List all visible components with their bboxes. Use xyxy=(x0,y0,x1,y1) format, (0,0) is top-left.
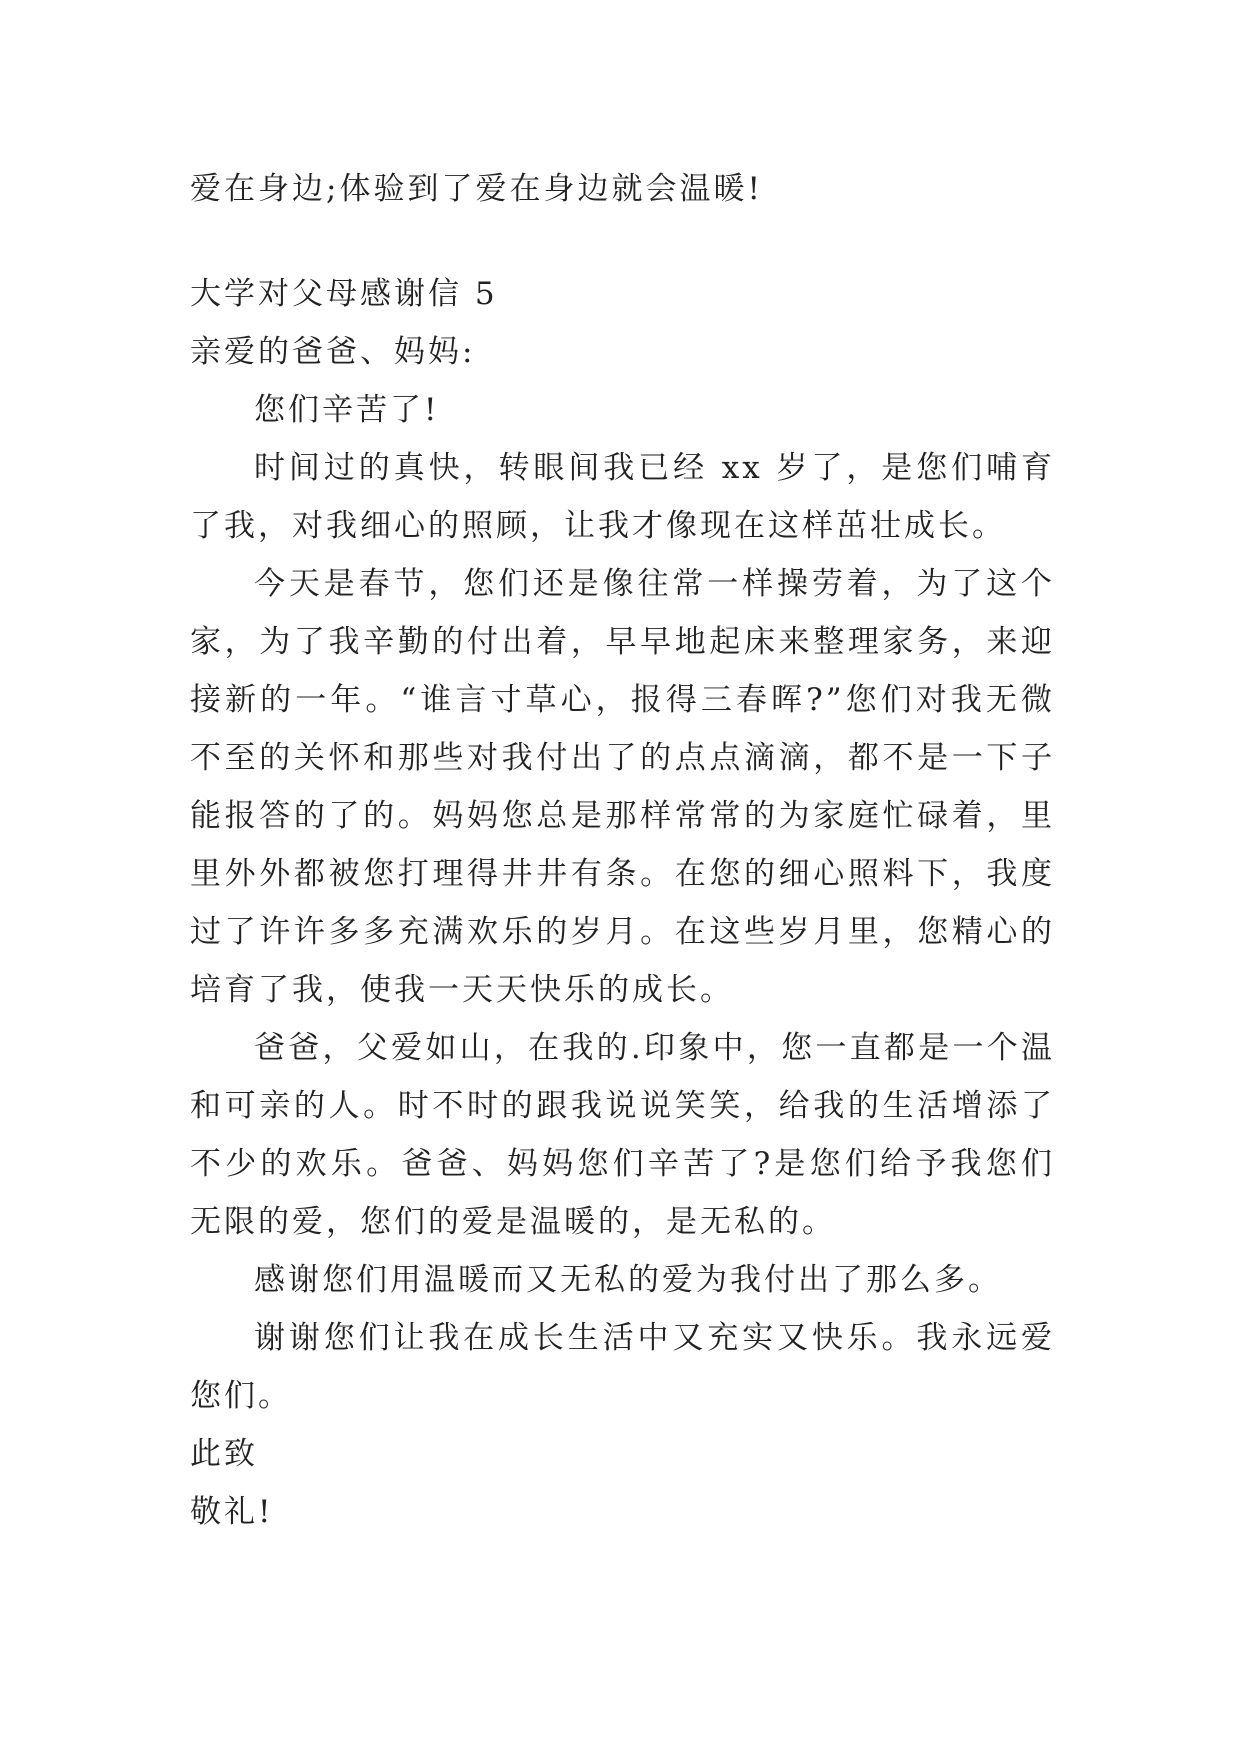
paragraph-6: 谢谢您们让我在成长生活中又充实又快乐。我永远爱您们。 xyxy=(190,1320,1055,1414)
letter-title: 大学对父母感谢信 5 xyxy=(190,276,498,312)
previous-letter-ending: 爱在身边;体验到了爱在身边就会温暖! xyxy=(190,171,763,207)
closing-line-2: 敬礼! xyxy=(190,1494,274,1530)
paragraph-3: 今天是春节，您们还是像往常一样操劳着，为了这个家，为了我辛勤的付出着，早早地起床来整理家务，来迎接新的一年。“谁言寸草心，报得三春晖?”您们对我无微不至的关怀和那些对我付出了的点点滴滴，都不是一下子能报答的了的。妈妈您总是那样常常的为家庭忙碌着，里里外外都被您打理得井井有条。在您的细心照料下，我度过了许许多多充满欢乐的岁月。在这些岁月里，您精心的培育了我，使我一天天快乐的成长。 xyxy=(190,566,1055,1008)
closing-line-1: 此致 xyxy=(190,1436,258,1472)
paragraph-4: 爸爸，父爱如山，在我的.印象中，您一直都是一个温和可亲的人。时不时的跟我说说笑笑，给我的生活增添了不少的欢乐。爸爸、妈妈您们辛苦了?是您们给予我您们无限的爱，您们的爱是温暖的，是无私的。 xyxy=(190,1030,1055,1240)
paragraph-1: 您们辛苦了! xyxy=(254,392,440,428)
paragraph-2: 时间过的真快，转眼间我已经 xx 岁了，是您们哺育了我，对我细心的照顾，让我才像现在这样茁壮成长。 xyxy=(190,450,1055,544)
paragraph-5: 感谢您们用温暖而又无私的爱为我付出了那么多。 xyxy=(254,1262,1002,1298)
document-body xyxy=(190,160,1055,1541)
letter-salutation: 亲爱的爸爸、妈妈: xyxy=(190,334,476,370)
